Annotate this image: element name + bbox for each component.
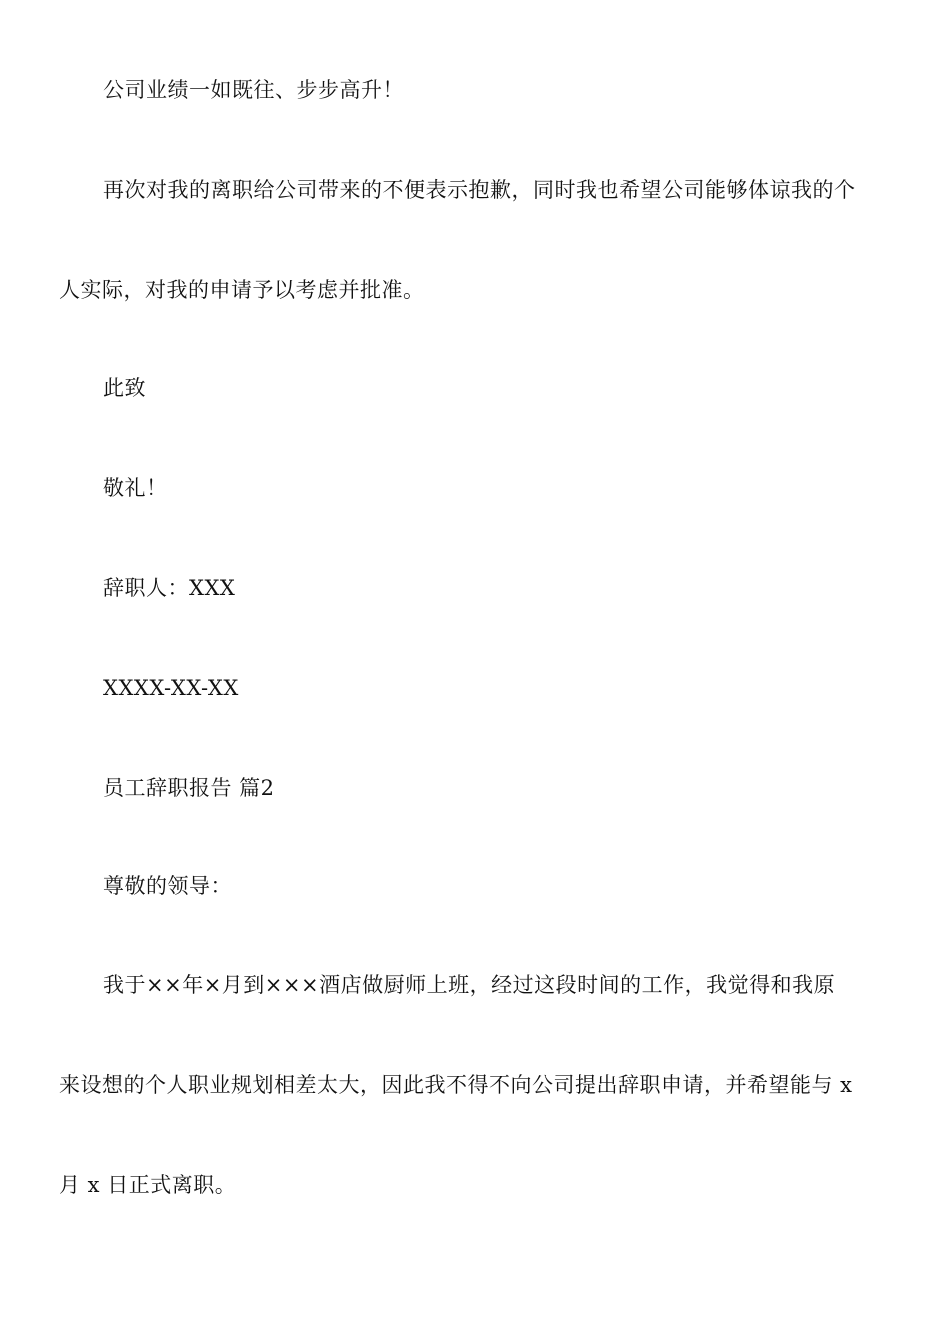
body-paragraph-line-1: 我于××年×月到×××酒店做厨师上班，经过这段时间的工作，我觉得和我原 <box>103 973 836 997</box>
paragraph-apology-line-2: 人实际，对我的申请予以考虑并批准。 <box>59 278 425 302</box>
greeting: 尊敬的领导： <box>103 874 232 898</box>
body-paragraph-line-2: 来设想的个人职业规划相差太大，因此我不得不向公司提出辞职申请，并希望能与 x <box>59 1073 853 1097</box>
body-paragraph-line-3: 月 x 日正式离职。 <box>59 1173 237 1197</box>
paragraph-closing-wish: 公司业绩一如既往、步步高升！ <box>103 78 404 102</box>
signature-resigner: 辞职人：XXX <box>103 576 236 600</box>
paragraph-apology-line-1: 再次对我的离职给公司带来的不便表示抱歉，同时我也希望公司能够体谅我的个 <box>103 178 856 202</box>
salutation-jingli: 敬礼！ <box>103 476 168 500</box>
section-heading: 员工辞职报告 篇2 <box>103 776 275 800</box>
signature-date: XXXX-XX-XX <box>103 676 239 700</box>
salutation-cizhi: 此致 <box>103 376 146 400</box>
